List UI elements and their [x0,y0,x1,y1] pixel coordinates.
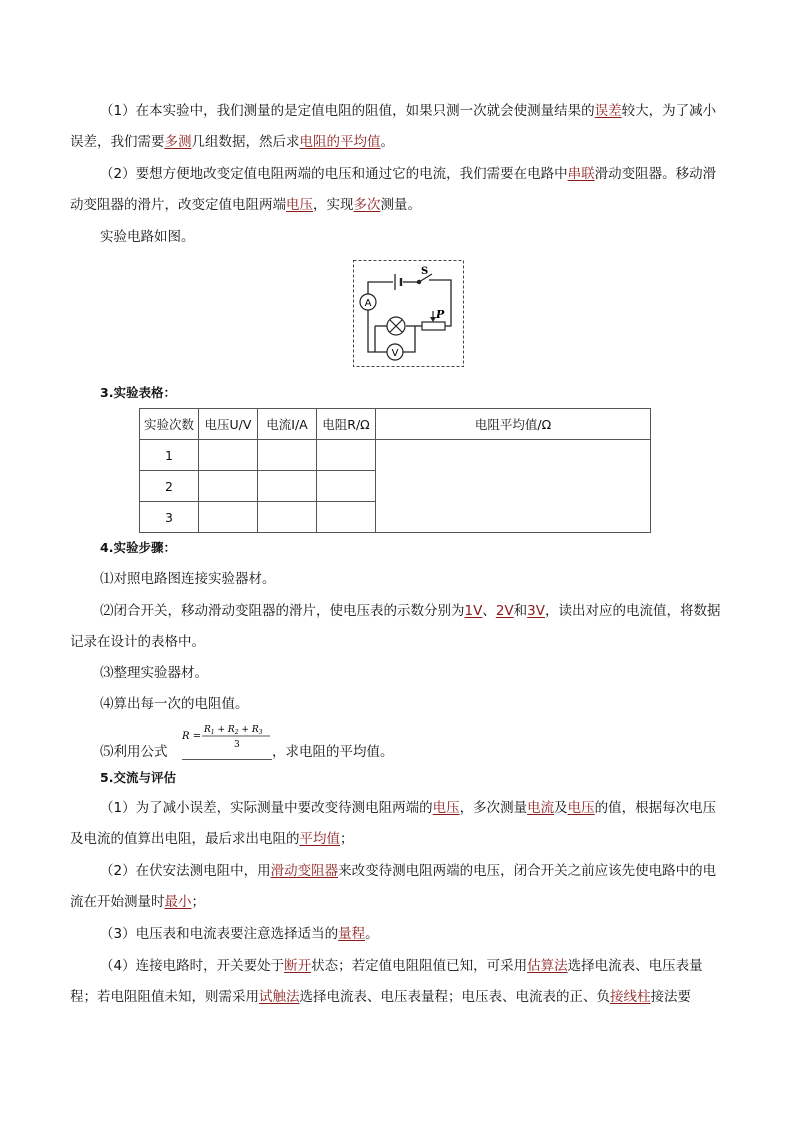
formula-denominator: 3 [234,740,240,750]
text: （2）在伏安法测电阻中，用 [100,863,271,879]
empty-cell [199,471,258,502]
header-cell: 电压U/V [199,409,258,440]
formula [182,722,272,760]
step-3: ⑶整理实验器材。 [100,665,208,681]
text: 选择电流表、电压表量程；电压表、电流表的正、负 [299,989,610,1005]
answer-blank: 断开 [284,958,312,974]
answer-blank: 电阻的平均值 [299,134,381,150]
answer-blank: 估算法 [527,958,568,974]
text: 几组数据，然后求 [191,134,300,150]
answer-blank: 最小 [164,894,192,910]
step-2 [70,596,726,658]
answer-blank: 误差 [594,103,622,119]
empty-cell [199,440,258,471]
text: 的值，根据每次电压及电流的值算出电阻，最后求出电阻的 [70,800,717,847]
trial-cell: 2 [140,471,199,502]
text: 状态；若定值电阻阻值已知，可采用 [311,958,528,974]
empty-cell [317,440,376,471]
step-4: ⑷算出每一次的电阻值。 [100,696,249,712]
voltmeter-icon [387,344,403,360]
answer-blank: 2V [495,603,514,619]
header-cell: 电流I/A [258,409,317,440]
answer-blank: 电压 [567,800,595,816]
answer-blank: 接线柱 [610,989,651,1005]
evaluation-heading: 5.交流与评估 [100,770,176,785]
text: ； [340,831,354,847]
text: 接法要 [650,989,691,1005]
table-header-row [140,409,651,440]
formula-lhs: R = [182,731,202,742]
answer-blank: 电流 [527,800,555,816]
empty-cell [258,440,317,471]
text: ，多次测量 [459,800,528,816]
answer-blank: 滑动变阻器 [270,863,339,879]
ammeter-label: A [364,298,372,309]
answer-blank: 多次 [353,197,381,213]
step-5-prefix: ⑸利用公式 [100,744,168,760]
switch-label: S [421,266,429,277]
header-cell: 电阻R/Ω [317,409,376,440]
text: ，实现 [313,197,354,213]
trial-cell: 3 [140,502,199,533]
text: ； [191,894,205,910]
empty-cell [317,471,376,502]
battery-icon [395,274,401,290]
slider-label: P [436,308,445,321]
intro-paragraph-2 [70,159,726,221]
evaluation-2 [70,856,726,918]
circuit-caption: 实验电路如图。 [100,229,195,245]
ammeter-icon [360,294,376,310]
circuit-diagram [353,260,464,367]
average-cell [376,440,651,533]
answer-blank: 电压 [432,800,460,816]
empty-cell [317,502,376,533]
trial-cell: 1 [140,440,199,471]
text: 和 [513,603,528,619]
answer-blank: 平均值 [299,831,340,847]
text: ⑵闭合开关，移动滑动变阻器的滑片，使电压表的示数分别为 [100,603,465,619]
step-5-suffix: ，求电阻的平均值。 [272,744,394,760]
step-1: ⑴对照电路图连接实验器材。 [100,571,276,587]
text: 选择电流表、电压表量程；若电阻阻值未知，则需采用 [70,958,703,1005]
evaluation-3 [70,919,726,950]
evaluation-4 [70,951,726,1013]
lamp-icon [387,317,405,335]
text: （1）在本实验中，我们测量的是定值电阻的阻值，如果只测一次就会使测量结果的 [100,103,595,119]
text: 。 [380,134,394,150]
text: （4）连接电路时，开关要处于 [100,958,285,974]
diagram-border [354,261,464,367]
empty-cell [199,502,258,533]
answer-blank: 串联 [567,166,595,182]
evaluation-1 [70,793,726,855]
text: 滑动变阻器。移动滑动变阻器的滑片，改变定值电阻两端 [70,166,717,213]
formula-numerator: $R_1 + R_2 + R_3$ [204,725,263,736]
answer-blank: 电压 [286,197,313,213]
text: 、 [482,603,496,619]
empty-cell [258,502,317,533]
answer-blank: 1V [464,603,483,619]
header-cell: 实验次数 [140,409,199,440]
steps-heading: 4.实验步骤： [100,540,176,555]
text: 及 [554,800,568,816]
header-cell: 电阻平均值/Ω [376,409,651,440]
table-row [140,440,651,471]
answer-blank: 试触法 [259,989,300,1005]
text: 来改变待测电阻两端的电压，闭合开关之前应该先使电路中的电流在开始测量时 [70,863,717,910]
empty-cell [258,471,317,502]
experiment-table [139,408,651,533]
table-heading: 3.实验表格： [100,385,176,400]
answer-blank: 多测 [164,134,192,150]
answer-blank: 量程 [338,926,366,942]
intro-paragraph-1 [70,96,726,158]
text: （2）要想方便地改变定值电阻两端的电压和通过它的电流，我们需要在电路中 [100,166,568,182]
text: （1）为了减小误差，实际测量中要改变待测电阻两端的 [100,800,433,816]
answer-blank: 3V [527,603,545,619]
text: （3）电压表和电流表要注意选择适当的 [100,926,339,942]
text: 较大，为了减小误差，我们需要 [70,103,717,150]
text: ，读出对应的电流值，将数据记录在设计的表格中。 [70,603,721,650]
text: 测量。 [380,197,421,213]
text: 。 [365,926,379,942]
voltmeter-label: V [391,348,399,359]
